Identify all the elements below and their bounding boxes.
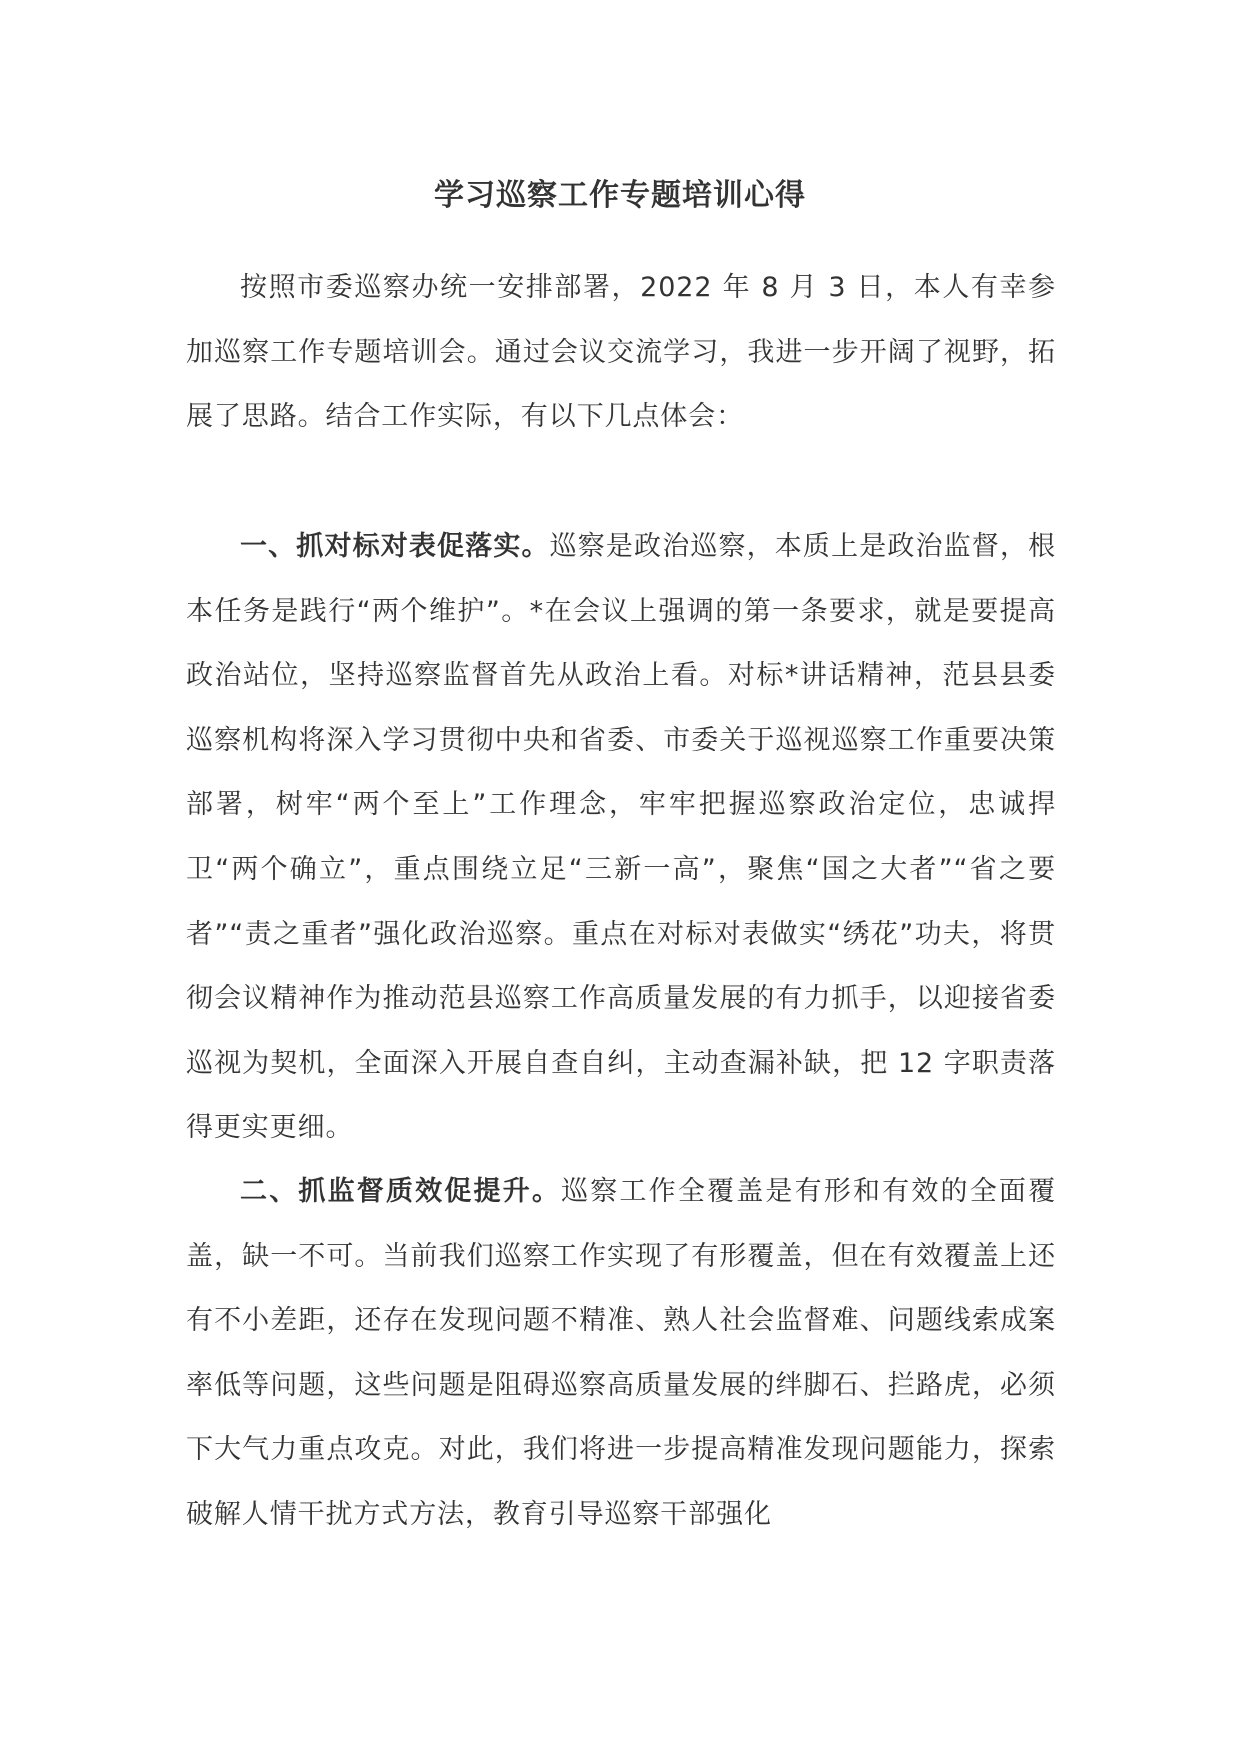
paragraph-text: 按照市委巡察办统一安排部署，2022 年 8 月 3 日，本人有幸参加巡察工作专题培训会。通过会议交流学习，我进一步开阔了视野，拓展了思路。结合工作实际，有以下几点体会：: [186, 272, 1056, 433]
paragraph-section-2: [186, 1160, 1056, 1548]
document-title: 学习巡察工作专题培训心得: [434, 178, 806, 213]
paragraph-text: 巡察是政治巡察，本质上是政治监督，根本任务是践行“两个维护”。*在会议上强调的第一条要求，就是要提高政治站位，坚持巡察监督首先从政治上看。对标*讲话精神，范县县委巡察机构将深入学习贯彻中央和省委、市委关于巡视巡察工作重要决策部署，树牢“两个至上”工作理念，牢牢把握巡察政治定位，忠诚捍卫“两个确立”，重点围绕立足“三新一高”，聚焦“国之大者”“省之要者”“责之重者”强化政治巡察。重点在对标对表做实“绣花”功夫，将贯彻会议精神作为推动范县巡察工作高质量发展的有力抓手，以迎接省委巡视为契机，全面深入开展自查自纠，主动查漏补缺，把 12 字职责落得更实更细。: [186, 531, 1056, 1144]
section-heading: 二、抓监督质效促提升。: [240, 1176, 562, 1207]
paragraph-section-1: [186, 515, 1056, 1161]
paragraph-intro: [186, 256, 1056, 450]
section-heading: 一、抓对标对表促落实。: [240, 531, 550, 562]
paragraph-text: 巡察工作全覆盖是有形和有效的全面覆盖，缺一不可。当前我们巡察工作实现了有形覆盖，但在有效覆盖上还有不小差距，还存在发现问题不精准、熟人社会监督难、问题线索成案率低等问题，这些问题是阻碍巡察高质量发展的绊脚石、拦路虎，必须下大气力重点攻克。对此，我们将进一步提高精准发现问题能力，探索破解人情干扰方式方法，教育引导巡察干部强化: [186, 1176, 1056, 1530]
